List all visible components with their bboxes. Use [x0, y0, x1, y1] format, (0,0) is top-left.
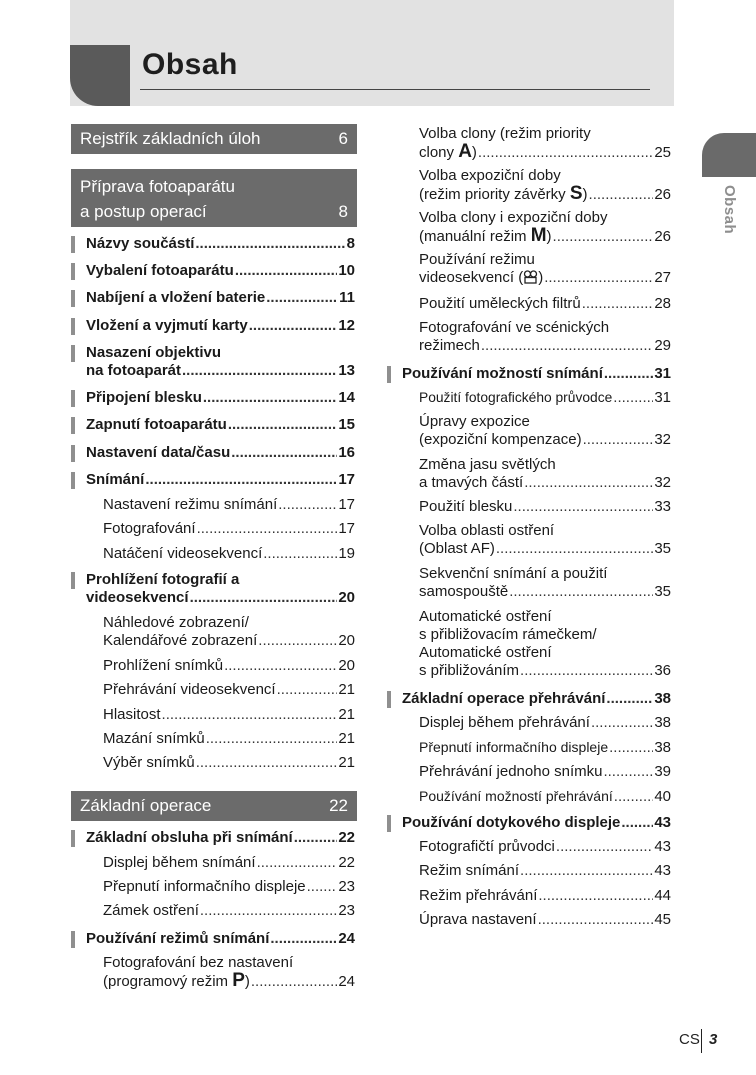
- toc-subentry-prehr-vid[interactable]: [103, 681, 355, 699]
- toc-entry-datum[interactable]: [86, 444, 355, 462]
- entry-label: Použití fotografického průvodce: [419, 390, 613, 405]
- dot-leader: [524, 474, 653, 492]
- toc-subentry-hlasitost[interactable]: [103, 706, 355, 724]
- dot-leader: [556, 838, 653, 856]
- entry-label: Mazání snímků: [103, 730, 205, 747]
- dot-leader: [538, 887, 653, 905]
- entry-page: 44: [654, 887, 671, 904]
- toc-subentry-program[interactable]: [103, 954, 355, 991]
- entry-label: Režim snímání: [419, 862, 520, 879]
- toc-entry-karty[interactable]: [86, 317, 355, 335]
- dot-leader: [277, 681, 338, 699]
- toc-subentry-prep-inf[interactable]: [419, 738, 671, 757]
- entry-label: Displej během snímání: [103, 854, 256, 871]
- label-text: (režim priority závěrky: [419, 186, 570, 203]
- entry-label-line2: [419, 269, 543, 287]
- entry-page: 31: [654, 365, 671, 382]
- entry-label-line2: Kalendářové zobrazení: [103, 632, 258, 649]
- entry-label-line2: [103, 972, 250, 991]
- entry-marker: [71, 472, 75, 489]
- entry-page: 12: [338, 317, 355, 334]
- label-text: (manuální režim: [419, 228, 531, 245]
- entry-marker: [71, 263, 75, 280]
- toc-subentry-sekv[interactable]: [419, 565, 671, 601]
- dot-leader: [544, 269, 653, 287]
- entry-label: Vybalení fotoaparátu: [86, 262, 234, 279]
- toc-subentry-prepnuti[interactable]: [103, 878, 355, 896]
- toc-subentry-oblast[interactable]: [419, 522, 671, 558]
- dot-leader: [206, 730, 338, 748]
- side-tab-label: Obsah: [721, 185, 738, 235]
- toc-subentry-fotopruv[interactable]: [419, 838, 671, 856]
- dot-leader: [614, 788, 654, 806]
- entry-page: 20: [338, 632, 355, 649]
- dot-leader: [231, 444, 337, 462]
- section-label: Rejstřík základních úloh: [80, 129, 261, 148]
- section-label-line1: Příprava fotoaparátu: [80, 177, 235, 196]
- section-page: 6: [338, 129, 348, 148]
- dot-leader: [621, 814, 653, 832]
- toc-entry-vybaleni[interactable]: [86, 262, 355, 280]
- mode-m-icon: M: [530, 225, 547, 246]
- entry-label: Připojení blesku: [86, 389, 202, 406]
- toc-subentry-uprava[interactable]: [419, 911, 671, 929]
- dot-leader: [513, 498, 653, 516]
- entry-label: Používání možností snímání: [402, 365, 603, 382]
- entry-label-line1: Volba expoziční doby: [419, 167, 561, 184]
- entry-page: 25: [654, 144, 671, 161]
- entry-label: Nabíjení a vložení baterie: [86, 289, 266, 306]
- dot-leader: [591, 714, 653, 732]
- toc-entry-prohlizeni[interactable]: [86, 571, 355, 607]
- entry-label: Snímání: [86, 471, 145, 488]
- label-text: ): [538, 269, 544, 286]
- toc-subentry-displej[interactable]: [103, 854, 355, 872]
- entry-page: 11: [339, 289, 355, 306]
- section-label: Základní operace: [80, 796, 212, 815]
- entry-page: 21: [338, 730, 355, 747]
- side-tab-block: [702, 133, 756, 177]
- entry-page: 22: [338, 829, 355, 846]
- dot-leader: [190, 589, 338, 607]
- toc-entry-obsluha[interactable]: [86, 829, 355, 847]
- footer-language: CS: [679, 1031, 700, 1048]
- toc-subentry-jeden[interactable]: [419, 763, 671, 781]
- entry-label-line1: Fotografování ve scénických: [419, 319, 610, 336]
- entry-label-line1: Volba clony (režim priority: [419, 125, 591, 142]
- entry-page: 40: [654, 788, 671, 805]
- entry-label-line2: na fotoaparát: [86, 362, 182, 379]
- dot-leader: [609, 739, 653, 757]
- toc-subentry-filtry[interactable]: [419, 295, 671, 313]
- toc-subentry-auto[interactable]: [419, 608, 671, 680]
- toc-subentry-disp-prehr[interactable]: [419, 714, 671, 732]
- dot-leader: [235, 262, 338, 280]
- entry-page: 45: [654, 911, 671, 928]
- entry-marker: [71, 445, 75, 462]
- entry-marker: [71, 290, 75, 307]
- toc-entry-zapnuti[interactable]: [86, 416, 355, 434]
- entry-label: Přepnutí informačního displeje: [419, 739, 609, 755]
- dot-leader: [162, 706, 338, 724]
- entry-page: 17: [338, 520, 355, 537]
- entry-page: 38: [654, 739, 671, 756]
- entry-page: 32: [654, 431, 671, 448]
- footer-divider: [701, 1029, 702, 1053]
- entry-label: Fotografičtí průvodci: [419, 838, 555, 855]
- toc-subentry-manual[interactable]: [419, 209, 671, 246]
- entry-label: Přehrávání jednoho snímku: [419, 763, 603, 780]
- section-label-line2: a postup operací: [80, 202, 207, 221]
- mode-s-icon: S: [569, 183, 583, 204]
- entry-page: 39: [654, 763, 671, 780]
- dot-leader: [606, 690, 653, 708]
- entry-label-line1: Náhledové zobrazení/: [103, 614, 249, 631]
- toc-subentry-video-mode[interactable]: [419, 251, 671, 287]
- entry-label-line2: videosekvencí: [86, 589, 189, 606]
- dot-leader: [258, 632, 337, 650]
- entry-page: 38: [654, 690, 671, 707]
- dot-leader: [182, 362, 337, 380]
- dot-leader: [603, 763, 653, 781]
- entry-page: 20: [338, 589, 355, 606]
- toc-subentry-jas[interactable]: [419, 456, 671, 492]
- entry-page: 24: [338, 973, 355, 990]
- entry-label-line1: Volba oblasti ostření: [419, 522, 555, 539]
- entry-marker: [71, 345, 75, 362]
- mode-p-icon: P: [232, 970, 245, 991]
- entry-label-line2: [419, 143, 477, 162]
- entry-label: Používání dotykového displeje: [402, 814, 621, 831]
- toc-section-preparation[interactable]: [71, 169, 357, 227]
- section-page: 22: [329, 796, 348, 815]
- entry-page: 13: [338, 362, 355, 379]
- entry-page: 21: [338, 706, 355, 723]
- entry-page: 8: [346, 235, 355, 252]
- entry-label: Základní operace přehrávání: [402, 690, 606, 707]
- entry-label-line2: [419, 185, 588, 204]
- dot-leader: [249, 317, 338, 335]
- entry-label: Zámek ostření: [103, 902, 199, 919]
- entry-label: Zapnutí fotoaparátu: [86, 416, 227, 433]
- label-text: ): [546, 228, 552, 245]
- toc-entry-nazvy[interactable]: [86, 235, 355, 253]
- entry-label: Displej během přehrávání: [419, 714, 590, 731]
- dot-leader: [278, 496, 337, 514]
- header-accent-block: [70, 45, 130, 106]
- page-number: 3: [709, 1031, 718, 1048]
- toc-entry-moznosti[interactable]: [402, 365, 671, 383]
- toc-entry-prehravani[interactable]: [402, 690, 671, 708]
- dot-leader: [195, 235, 345, 253]
- entry-page: 43: [654, 838, 671, 855]
- dot-leader: [145, 471, 337, 489]
- entry-label-line2: režimech: [419, 337, 480, 354]
- entry-label: Názvy součástí: [86, 235, 195, 252]
- toc-subentry-nahled[interactable]: [103, 614, 355, 650]
- entry-marker: [71, 236, 75, 253]
- entry-label: Hlasitost: [103, 706, 161, 723]
- toc-subentry-pruvodce[interactable]: [419, 389, 671, 407]
- entry-marker: [71, 318, 75, 335]
- toc-subentry-scen[interactable]: [419, 319, 671, 355]
- toc-subentry-rezim[interactable]: [103, 496, 355, 514]
- entry-page: 17: [338, 471, 355, 488]
- label-text: ): [471, 144, 477, 161]
- entry-marker: [387, 691, 391, 708]
- entry-label: Přehrávání videosekvencí: [103, 681, 276, 698]
- entry-label: Vložení a vyjmutí karty: [86, 317, 248, 334]
- entry-page: 27: [654, 269, 671, 286]
- entry-page: 36: [654, 662, 671, 679]
- dot-leader: [228, 416, 337, 434]
- dot-leader: [583, 431, 654, 449]
- dot-leader: [270, 930, 337, 948]
- entry-label: Nastavení režimu snímání: [103, 496, 278, 513]
- entry-marker: [71, 390, 75, 407]
- label-text: clony: [419, 144, 459, 161]
- entry-label: Výběr snímků: [103, 754, 195, 771]
- dot-leader: [200, 902, 337, 920]
- dot-leader: [263, 545, 337, 563]
- toc-section-basic-tasks[interactable]: [71, 124, 357, 154]
- toc-subentry-rez-pr[interactable]: [419, 887, 671, 905]
- dot-leader: [478, 144, 653, 162]
- entry-label-line1: Úpravy expozice: [419, 413, 530, 430]
- dot-leader: [582, 295, 654, 313]
- entry-marker: [71, 830, 75, 847]
- entry-page: 35: [654, 540, 671, 557]
- toc-subentry-foto[interactable]: [103, 520, 355, 538]
- label-text: ): [244, 973, 250, 990]
- entry-page: 20: [338, 657, 355, 674]
- entry-page: 15: [338, 416, 355, 433]
- dot-leader: [196, 754, 338, 772]
- entry-page: 21: [338, 754, 355, 771]
- entry-page: 17: [338, 496, 355, 513]
- entry-page: 14: [338, 389, 355, 406]
- entry-label-line3: Automatické ostření: [419, 644, 552, 661]
- toc-entry-objektiv[interactable]: [86, 344, 355, 380]
- toc-subentry-prohl-sn[interactable]: [103, 657, 355, 675]
- entry-label: Použití uměleckých filtrů: [419, 295, 581, 312]
- dot-leader: [538, 911, 654, 929]
- dot-leader: [197, 520, 338, 538]
- dot-leader: [613, 389, 653, 407]
- dot-leader: [604, 365, 653, 383]
- dot-leader: [520, 662, 653, 680]
- toc-entry-dotyk[interactable]: [402, 814, 671, 832]
- toc-subentry-vyber[interactable]: [103, 754, 355, 772]
- dot-leader: [307, 878, 338, 896]
- toc-subentry-mazani[interactable]: [103, 730, 355, 748]
- dot-leader: [481, 337, 653, 355]
- entry-label-line1: Používání režimu: [419, 251, 535, 268]
- entry-page: 22: [338, 854, 355, 871]
- entry-marker: [71, 417, 75, 434]
- entry-label: Úprava nastavení: [419, 911, 537, 928]
- entry-page: 43: [654, 814, 671, 831]
- entry-label-line1: Prohlížení fotografií a: [86, 571, 240, 588]
- dot-leader: [509, 583, 653, 601]
- toc-subentry-upravy[interactable]: [419, 413, 671, 449]
- entry-page: 32: [654, 474, 671, 491]
- entry-label-line2: (Oblast AF): [419, 540, 495, 557]
- dot-leader: [496, 540, 653, 558]
- entry-page: 29: [654, 337, 671, 354]
- dot-leader: [520, 862, 653, 880]
- dot-leader: [553, 228, 654, 246]
- toc-section-basic-operations[interactable]: [71, 791, 357, 821]
- entry-page: 31: [654, 389, 671, 406]
- toc-entry-blesk[interactable]: [86, 389, 355, 407]
- entry-label-line2: (expoziční kompenzace): [419, 431, 582, 448]
- entry-page: 16: [338, 444, 355, 461]
- dot-leader: [266, 289, 338, 307]
- entry-marker: [387, 815, 391, 832]
- dot-leader: [257, 854, 338, 872]
- entry-label: Nastavení data/času: [86, 444, 231, 461]
- page-title: Obsah: [142, 48, 238, 81]
- entry-label: Přepnutí informačního displeje: [103, 878, 306, 895]
- dot-leader: [203, 389, 337, 407]
- toc-subentry-rez-sn[interactable]: [419, 862, 671, 880]
- entry-label-line1: Sekvenční snímání a použití: [419, 565, 608, 582]
- entry-label-line1: Nasazení objektivu: [86, 344, 222, 361]
- toc-subentry-mozn-prehr[interactable]: [419, 787, 671, 806]
- entry-page: 33: [654, 498, 671, 515]
- dot-leader: [589, 186, 654, 204]
- entry-page: 43: [654, 862, 671, 879]
- label-text: (programový režim: [103, 973, 233, 990]
- entry-page: 21: [338, 681, 355, 698]
- entry-page: 35: [654, 583, 671, 600]
- entry-label-line1: Volba clony i expoziční doby: [419, 209, 608, 226]
- entry-page: 23: [338, 878, 355, 895]
- entry-label: Používání režimů snímání: [86, 930, 270, 947]
- entry-label-line2: s přibližovacím rámečkem/: [419, 626, 597, 643]
- mode-a-icon: A: [458, 141, 472, 162]
- entry-label: Režim přehrávání: [419, 887, 538, 904]
- entry-label-line2: [419, 227, 552, 246]
- entry-marker: [387, 366, 391, 383]
- entry-page: 38: [654, 714, 671, 731]
- entry-label: Natáčení videosekvencí: [103, 545, 263, 562]
- entry-page: 24: [338, 930, 355, 947]
- label-text: ): [582, 186, 588, 203]
- entry-label: Používání možností přehrávání: [419, 788, 613, 804]
- entry-page: 10: [338, 262, 355, 279]
- entry-page: 23: [338, 902, 355, 919]
- toc-subentry-zamek[interactable]: [103, 902, 355, 920]
- entry-label: Použití blesku: [419, 498, 513, 515]
- entry-marker: [71, 931, 75, 948]
- title-underline: [140, 89, 650, 90]
- entry-label-line2: a tmavých částí: [419, 474, 524, 491]
- toc-subentry-shutter[interactable]: [419, 167, 671, 204]
- dot-leader: [251, 973, 337, 991]
- entry-page: 19: [338, 545, 355, 562]
- toc-subentry-aperture[interactable]: [419, 125, 671, 162]
- movie-camera-icon: [523, 270, 538, 284]
- dot-leader: [224, 657, 337, 675]
- toc-subentry-video[interactable]: [103, 545, 355, 563]
- toc-subentry-blesk[interactable]: [419, 498, 671, 516]
- entry-label-line1: Změna jasu světlých: [419, 456, 556, 473]
- entry-label: Fotografování: [103, 520, 196, 537]
- label-text: videosekvencí (: [419, 269, 524, 286]
- entry-label: Základní obsluha při snímání: [86, 829, 293, 846]
- entry-label-line4: s přibližováním: [419, 662, 520, 679]
- entry-marker: [71, 572, 75, 589]
- entry-page: 26: [654, 186, 671, 203]
- entry-label-line1: Automatické ostření: [419, 608, 552, 625]
- toc-entry-snimani[interactable]: [86, 471, 355, 489]
- entry-label: Prohlížení snímků: [103, 657, 224, 674]
- section-page: 8: [338, 202, 348, 221]
- entry-page: 28: [654, 295, 671, 312]
- toc-entry-nabijeni[interactable]: [86, 289, 355, 307]
- entry-label-line2: samospouště: [419, 583, 509, 600]
- entry-page: 26: [654, 228, 671, 245]
- toc-entry-rezimy[interactable]: [86, 930, 355, 948]
- dot-leader: [294, 829, 338, 847]
- entry-label-line1: Fotografování bez nastavení: [103, 954, 294, 971]
